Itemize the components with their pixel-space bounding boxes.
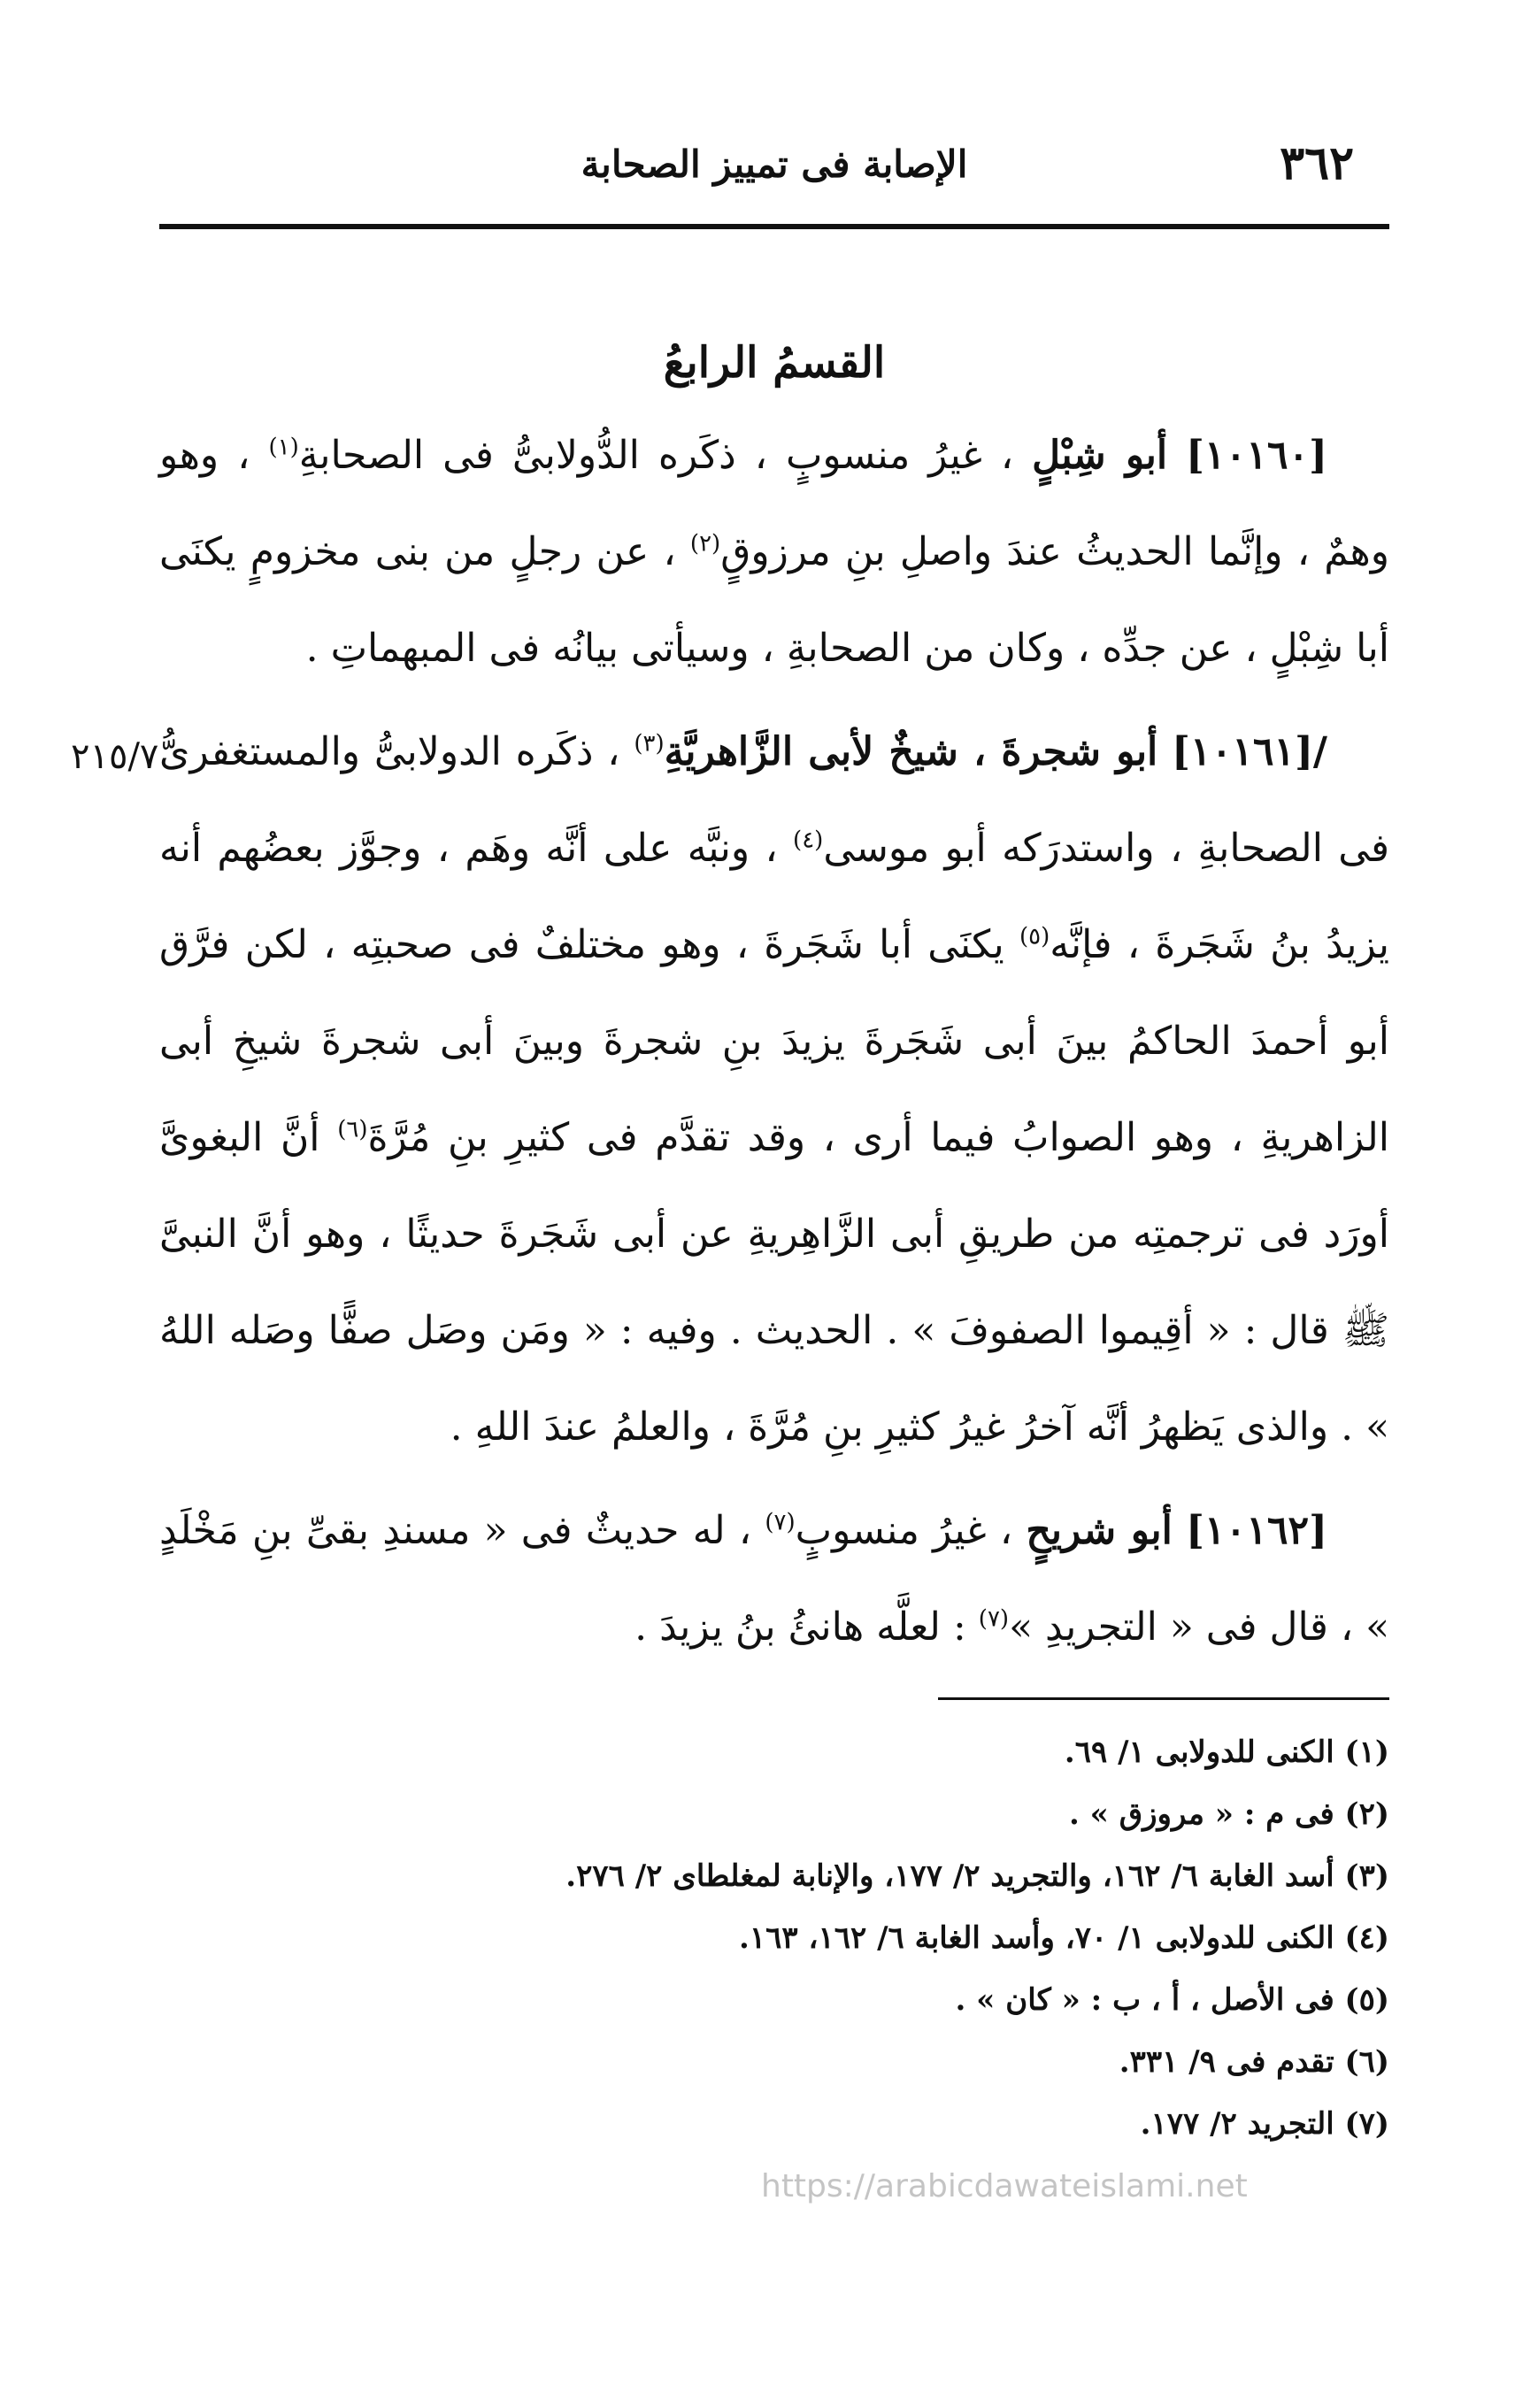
- entry-number: [١٠١٦٢]: [1186, 1508, 1327, 1553]
- entry-10160: [159, 407, 1389, 696]
- entry-name: أبو شِبْلٍ: [1032, 433, 1168, 478]
- entry-text: ، له حديثٌ فى « مسندِ بقىِّ بنِ مَخْلَدٍ » ، قال فى « التجريدِ »: [159, 1508, 1389, 1650]
- entry-text: : لعلَّه هانئُ بنُ يزيدَ .: [634, 1604, 966, 1650]
- entry-text: ، غيرُ منسوبٍ: [795, 1508, 1013, 1553]
- footnote-ref: (٧): [978, 1605, 1010, 1633]
- footnote: (٥) فى الأصل ، أ ، ب : « كان » .: [955, 1982, 1389, 2018]
- entry-10162: [159, 1482, 1389, 1675]
- entry-name: أبو شريحٍ: [1026, 1508, 1173, 1553]
- entry-text: ، غيرُ منسوبٍ ، ذكَره الدُّولابىُّ فى الصحابةِ: [298, 433, 1014, 478]
- entry-number: [١٠١٦٠]: [1186, 433, 1327, 478]
- page-header: [159, 133, 1389, 195]
- footnote: (٦) تقدم فى ٩/ ٣٣١.: [1119, 2044, 1389, 2080]
- section-title: القسمُ الرابعُ: [663, 338, 886, 388]
- body-text: [159, 407, 1389, 1682]
- footnote: (٧) التجريد ٢/ ١٧٧.: [1140, 2106, 1389, 2142]
- entry-text: ، عن رجلٍ من بنى مخزومٍ يكنَى أبا شِبْلٍ ، عن جدِّه ، وكان من الصحابةِ ، وسيأتى بيانُه فى المبهماتِ .: [159, 529, 1389, 671]
- entry-number: /[١٠١٦١]: [1172, 729, 1327, 774]
- footnote: (١) الكنى للدولابى ١/ ٦٩.: [1064, 1735, 1389, 1770]
- footnote: (٣) أسد الغابة ٦/ ١٦٢، والتجريد ٢/ ١٧٧، والإنابة لمغلطاى ٢/ ٢٧٦.: [565, 1858, 1389, 1894]
- footnote: (٤) الكنى للدولابى ١/ ٧٠، وأسد الغابة ٦/ ١٦٢، ١٦٣.: [738, 1920, 1389, 1956]
- footnote-ref: (٥): [1019, 923, 1050, 950]
- footnote-ref: (٦): [337, 1116, 368, 1143]
- footnote-ref: (١): [268, 434, 299, 461]
- entry-10161: [159, 704, 1389, 1475]
- footnotes: [159, 1721, 1389, 2155]
- footnote-ref: (٢): [689, 530, 721, 558]
- page-number: ٣٦٢: [1280, 136, 1354, 190]
- entry-text: أنَّ البغوىَّ أورَد فى ترجمتِه من طريقِ أبى الزَّاهِريةِ عن أبى شَجَرةَ حديثًا ، وهو أنَّ النبىَّ ﷺ قال : « أقِيموا الصفوفَ » . الحديث . وفيه : « ومَن وصَل صفًّا وصَله اللهُ » . والذى يَظهرُ أنَّه آخرُ غيرُ كثيرِ بنِ مُرَّةَ ، والعلمُ عندَ اللهِ .: [159, 1115, 1389, 1450]
- footnote: (٢) فى م : « مروزق » .: [1068, 1796, 1389, 1832]
- entry-name: أبو شجرةَ ، شيخٌ لأبى الزَّاهريَّةِ: [664, 729, 1158, 774]
- entry-text: ، وهو وهمٌ ، وإنَّما الحديثُ عندَ واصلِ بنِ مرزوقٍ: [159, 433, 1389, 574]
- footnote-ref: (٧): [765, 1509, 796, 1536]
- entry-text: ، ذكَره الدولابىُّ والمستغفرىُّ فى الصحابةِ ، واستدرَكه أبو موسى: [159, 729, 1390, 871]
- margin-reference: ٢١٥/٧: [71, 736, 159, 777]
- footnote-rule: [938, 1697, 1389, 1700]
- footnote-ref: (٤): [793, 827, 824, 854]
- running-title: الإصابة فى تمييز الصحابة: [581, 142, 968, 186]
- header-rule: [159, 224, 1389, 229]
- entry-text: يكنَى أبا شَجَرةَ ، وهو مختلفٌ فى صحبتِه ، لكن فرَّق أبو أحمدَ الحاكمُ بينَ أبى شَجَرةَ يزيدَ بنِ شجرةَ وبينَ أبى شجرةَ شيخِ أبى الزاهريةِ ، وهو الصوابُ فيما أرى ، وقد تقدَّم فى كثيرِ بنِ مُرَّةَ: [159, 922, 1390, 1160]
- watermark-url: https://arabicdawateislami.net: [761, 2168, 1248, 2204]
- footnote-ref: (٣): [634, 730, 665, 758]
- entry-text: ، ونبَّه على أنَّه وهَم ، وجوَّز بعضُهم أنه يزيدُ بنُ شَجَرةَ ، فإنَّه: [159, 826, 1389, 967]
